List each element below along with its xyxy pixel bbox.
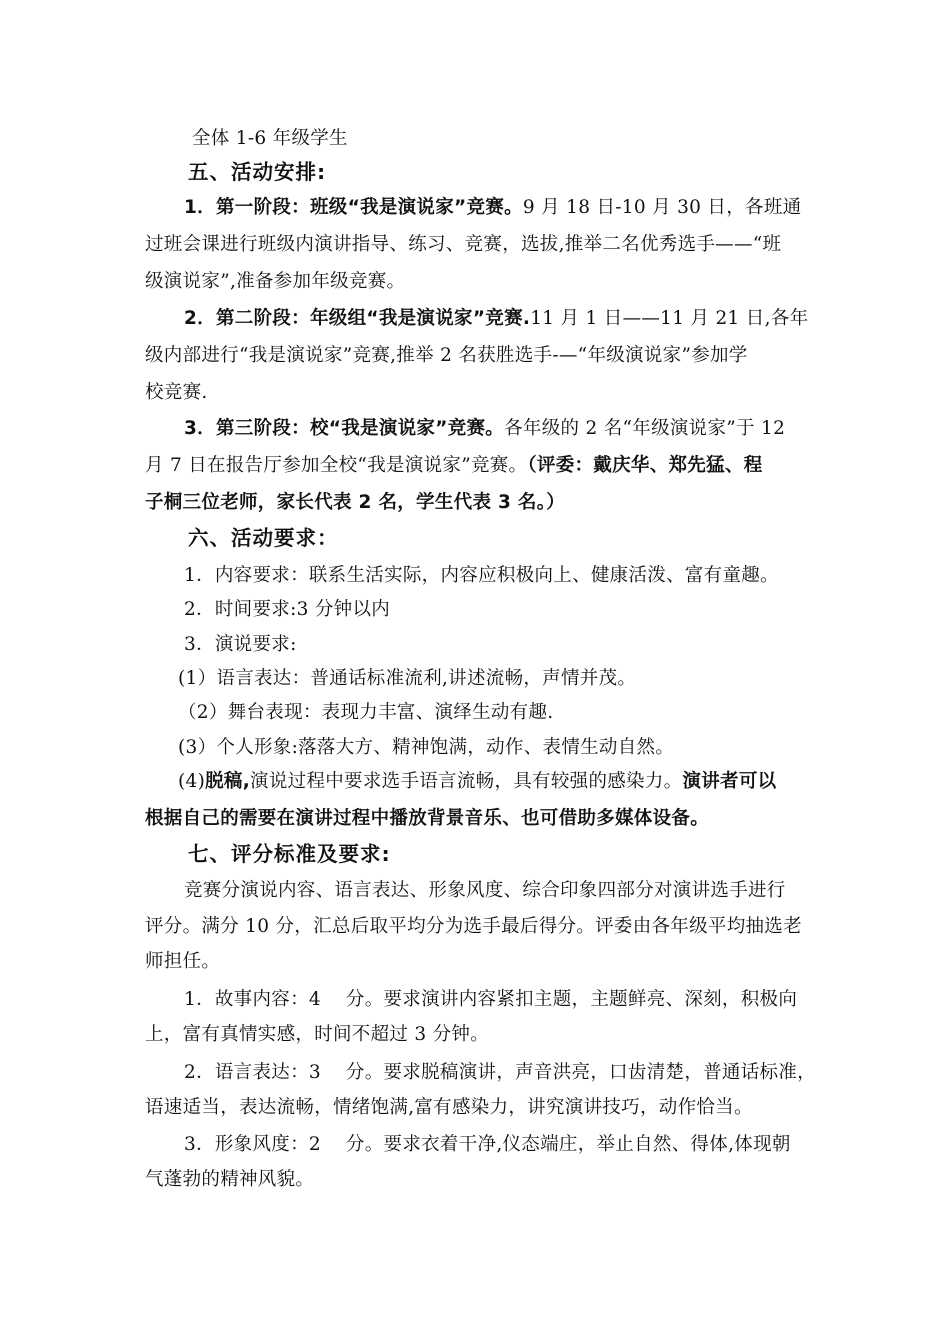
requirement-language: (1）语言表达：普通话标准流利,讲述流畅，声情并茂。 — [178, 668, 637, 689]
requirement-script-line-2: 根据自己的需要在演讲过程中播放背景音乐、也可借助多媒体设备。 — [145, 808, 710, 829]
stage-3-desc: 各年级的 2 名“年级演说家”于 12 — [504, 418, 786, 439]
requirement-script-line-1 — [178, 769, 848, 795]
requirement-stage: （2）舞台表现：表现力丰富、演绎生动有趣. — [178, 702, 554, 723]
target-audience: 全体 1-6 年级学生 — [192, 128, 348, 149]
stage-1-line-1 — [184, 195, 854, 221]
stage-2-title: 2．第二阶段：年级组“我是演说家”竞赛. — [184, 308, 531, 329]
requirement-time: 2．时间要求:3 分钟以内 — [184, 599, 391, 620]
stage-3-judges: （评委：戴庆华、郑先猛、程 — [527, 455, 763, 476]
stage-3-title: 3．第三阶段：校“我是演说家”竞赛。 — [184, 418, 505, 439]
stage-3-line-2 — [145, 453, 815, 479]
requirement-image: (3）个人形象:落落大方、精神饱满，动作、表情生动自然。 — [178, 737, 675, 758]
criterion-image-line-2: 气蓬勃的精神风貌。 — [145, 1169, 315, 1190]
requirement-content: 1．内容要求：联系生活实际，内容应积极向上、健康活泼、富有童趣。 — [184, 565, 779, 586]
stage-3-line-1 — [184, 416, 854, 442]
criterion-content-line-1: 1．故事内容：4 分。要求演讲内容紧扣主题，主题鲜亮、深刻，积极向 — [184, 989, 798, 1010]
criterion-image-line-1: 3．形象风度：2 分。要求衣着干净,仪态端庄，举止自然、得体,体现朝 — [184, 1134, 791, 1155]
stage-1-title: 1．第一阶段：班级“我是演说家”竞赛。 — [184, 197, 523, 218]
requirement-script-note: 演讲者可以 — [682, 771, 777, 792]
stage-3-date: 月 7 日在报告厅参加全校“我是演说家”竞赛。 — [145, 455, 528, 476]
stage-2-dates: 11 月 1 日——11 月 21 日,各年 — [530, 308, 809, 329]
section-heading-7: 七、评分标准及要求: — [188, 842, 391, 866]
criterion-content-line-2: 上，富有真情实感，时间不超过 3 分钟。 — [145, 1024, 490, 1045]
stage-3-line-3: 子桐三位老师，家长代表 2 名，学生代表 3 名。） — [145, 492, 566, 513]
stage-1-dates: 9 月 18 日-10 月 30 日，各班通 — [522, 197, 802, 218]
scoring-intro-line-1: 竞赛分演说内容、语言表达、形象风度、综合印象四部分对演讲选手进行 — [184, 880, 786, 901]
requirement-script-number: (4) — [178, 771, 206, 792]
requirement-speech: 3．演说要求: — [184, 634, 297, 655]
criterion-language-line-2: 语速适当，表达流畅，情绪饱满,富有感染力，讲究演讲技巧，动作恰当。 — [145, 1097, 753, 1118]
section-heading-5: 五、活动安排: — [188, 160, 327, 184]
stage-1-line-3: 级演说家”,准备参加年级竞赛。 — [145, 271, 406, 292]
stage-2-line-3: 校竞赛. — [145, 382, 208, 403]
requirement-script-label: 脱稿, — [205, 771, 251, 792]
section-heading-6: 六、活动要求： — [188, 526, 339, 550]
scoring-intro-line-2: 评分。满分 10 分，汇总后取平均分为选手最后得分。评委由各年级平均抽选老 — [145, 916, 802, 937]
stage-1-line-2: 过班会课进行班级内演讲指导、练习、竞赛，选拔,推举二名优秀选手——“班 — [145, 234, 782, 255]
requirement-script-desc: 演说过程中要求选手语言流畅，具有较强的感染力。 — [250, 771, 683, 792]
criterion-language-line-1: 2．语言表达：3 分。要求脱稿演讲，声音洪亮，口齿清楚，普通话标准， — [184, 1062, 816, 1083]
stage-2-line-1 — [184, 306, 854, 332]
scoring-intro-line-3: 师担任。 — [145, 951, 221, 972]
stage-2-line-2: 级内部进行“我是演说家”竞赛,推举 2 名获胜选手-—“年级演说家”参加学 — [145, 345, 748, 366]
